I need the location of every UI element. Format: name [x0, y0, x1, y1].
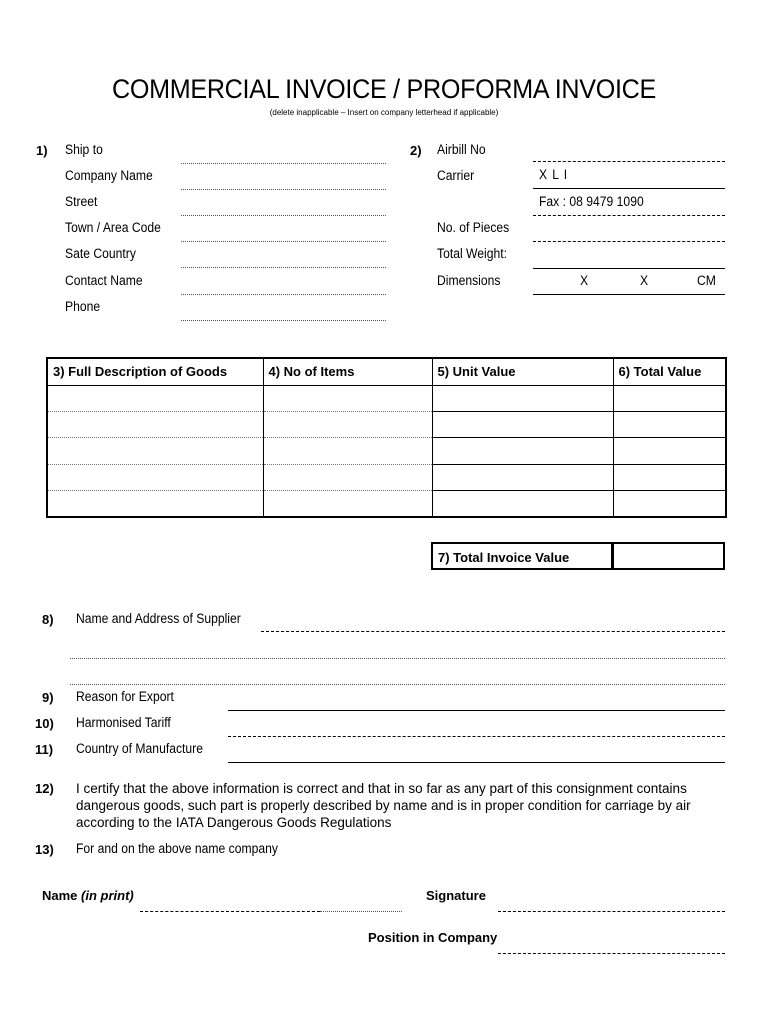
name-label-note: (in print) [81, 888, 134, 903]
page-subtitle: (delete inapplicable – Insert on company letterhead if applicable) [269, 108, 499, 117]
fax-field[interactable] [533, 215, 725, 216]
total-value-header: 6) Total Value [613, 358, 726, 385]
unit-value-cell[interactable] [432, 385, 613, 411]
section-number-10: 10) [35, 716, 54, 731]
total-invoice-value-field[interactable] [612, 542, 725, 570]
total-value-cell[interactable] [613, 464, 726, 490]
items-cell[interactable] [263, 464, 432, 490]
name-label-text: Name [42, 888, 82, 903]
goods-table [46, 357, 727, 518]
supplier-address-field-2[interactable] [70, 684, 725, 685]
country-manufacture-field[interactable] [228, 762, 725, 763]
total-value-cell[interactable] [613, 438, 726, 464]
reason-export-label: Reason for Export [76, 689, 174, 704]
section-number-11: 11) [35, 742, 54, 757]
description-cell[interactable] [47, 491, 263, 517]
name-label [42, 888, 134, 903]
unit-value-header: 5) Unit Value [432, 358, 613, 385]
company-statement: For and on the above name company [76, 841, 278, 856]
section-number-13: 13) [35, 842, 54, 857]
carrier-value: X L I [539, 167, 569, 182]
supplier-address-field-1[interactable] [70, 658, 725, 659]
total-value-cell[interactable] [613, 411, 726, 437]
table-row [47, 411, 726, 437]
unit-value-cell[interactable] [432, 411, 613, 437]
carrier-field[interactable] [533, 188, 725, 189]
position-field[interactable] [498, 953, 725, 954]
carrier-label: Carrier [437, 168, 475, 183]
airbill-field[interactable] [533, 161, 725, 162]
town-area-code-label: Town / Area Code [65, 220, 161, 235]
dimension-unit: CM [697, 273, 716, 288]
contact-name-field[interactable] [181, 294, 386, 295]
goods-table-header [47, 358, 726, 385]
table-row [47, 385, 726, 411]
description-cell[interactable] [47, 411, 263, 437]
company-name-field[interactable] [181, 189, 386, 190]
ship-to-field[interactable] [181, 163, 386, 164]
airbill-label: Airbill No [437, 142, 486, 157]
dimensions-field[interactable] [533, 294, 725, 295]
country-manufacture-label: Country of Manufacture [76, 741, 203, 756]
unit-value-cell[interactable] [432, 491, 613, 517]
harmonised-tariff-label: Harmonised Tariff [76, 715, 171, 730]
harmonised-tariff-field[interactable] [228, 736, 725, 737]
unit-value-cell[interactable] [432, 464, 613, 490]
table-row [47, 464, 726, 490]
ship-to-label: Ship to [65, 142, 103, 157]
dimension-x2: X [640, 273, 649, 288]
items-cell[interactable] [263, 438, 432, 464]
section-number-9: 9) [42, 690, 54, 705]
street-label: Street [65, 194, 98, 209]
position-label: Position in Company [368, 930, 498, 945]
dimension-x1: X [580, 273, 589, 288]
signature-label: Signature [426, 888, 486, 903]
signature-field[interactable] [498, 911, 725, 912]
reason-export-field[interactable] [228, 710, 725, 711]
description-cell[interactable] [47, 464, 263, 490]
total-value-cell[interactable] [613, 385, 726, 411]
description-cell[interactable] [47, 385, 263, 411]
total-value-cell[interactable] [613, 491, 726, 517]
company-name-label: Company Name [65, 168, 153, 183]
items-cell[interactable] [263, 411, 432, 437]
section-number-12: 12) [35, 781, 54, 796]
description-cell[interactable] [47, 438, 263, 464]
table-row [47, 491, 726, 517]
name-field[interactable] [140, 911, 320, 912]
weight-label: Total Weight: [437, 246, 508, 261]
street-field[interactable] [181, 215, 386, 216]
name-field-extension[interactable] [320, 911, 402, 912]
carrier-fax-value: Fax : 08 9479 1090 [539, 194, 644, 209]
phone-field[interactable] [181, 320, 386, 321]
unit-value-cell[interactable] [432, 438, 613, 464]
page-title: COMMERCIAL INVOICE / PROFORMA INVOICE [111, 74, 657, 104]
certification-text: I certify that the above information is correct and that in so far as any part of this consignment contains dangerous goods, such part is properly described by name and is in proper condition for carriage by air according to the IATA Dangerous Goods Regulations [76, 781, 691, 830]
pieces-field[interactable] [533, 241, 725, 242]
total-invoice-label: 7) Total Invoice Value [431, 542, 613, 570]
pieces-label: No. of Pieces [437, 220, 510, 235]
supplier-name-field[interactable] [261, 631, 725, 632]
contact-name-label: Contact Name [65, 273, 143, 288]
description-header: 3) Full Description of Goods [47, 358, 263, 385]
phone-label: Phone [65, 299, 101, 314]
supplier-name-label: Name and Address of Supplier [76, 611, 241, 626]
section-number-8: 8) [42, 612, 54, 627]
state-country-label: Sate Country [65, 246, 136, 261]
dimensions-label: Dimensions [437, 273, 501, 288]
items-cell[interactable] [263, 385, 432, 411]
items-header: 4) No of Items [263, 358, 432, 385]
weight-field[interactable] [533, 268, 725, 269]
section-number-1: 1) [36, 143, 48, 158]
items-cell[interactable] [263, 491, 432, 517]
town-area-code-field[interactable] [181, 241, 386, 242]
section-number-2: 2) [410, 143, 422, 158]
table-row [47, 438, 726, 464]
state-country-field[interactable] [181, 267, 386, 268]
